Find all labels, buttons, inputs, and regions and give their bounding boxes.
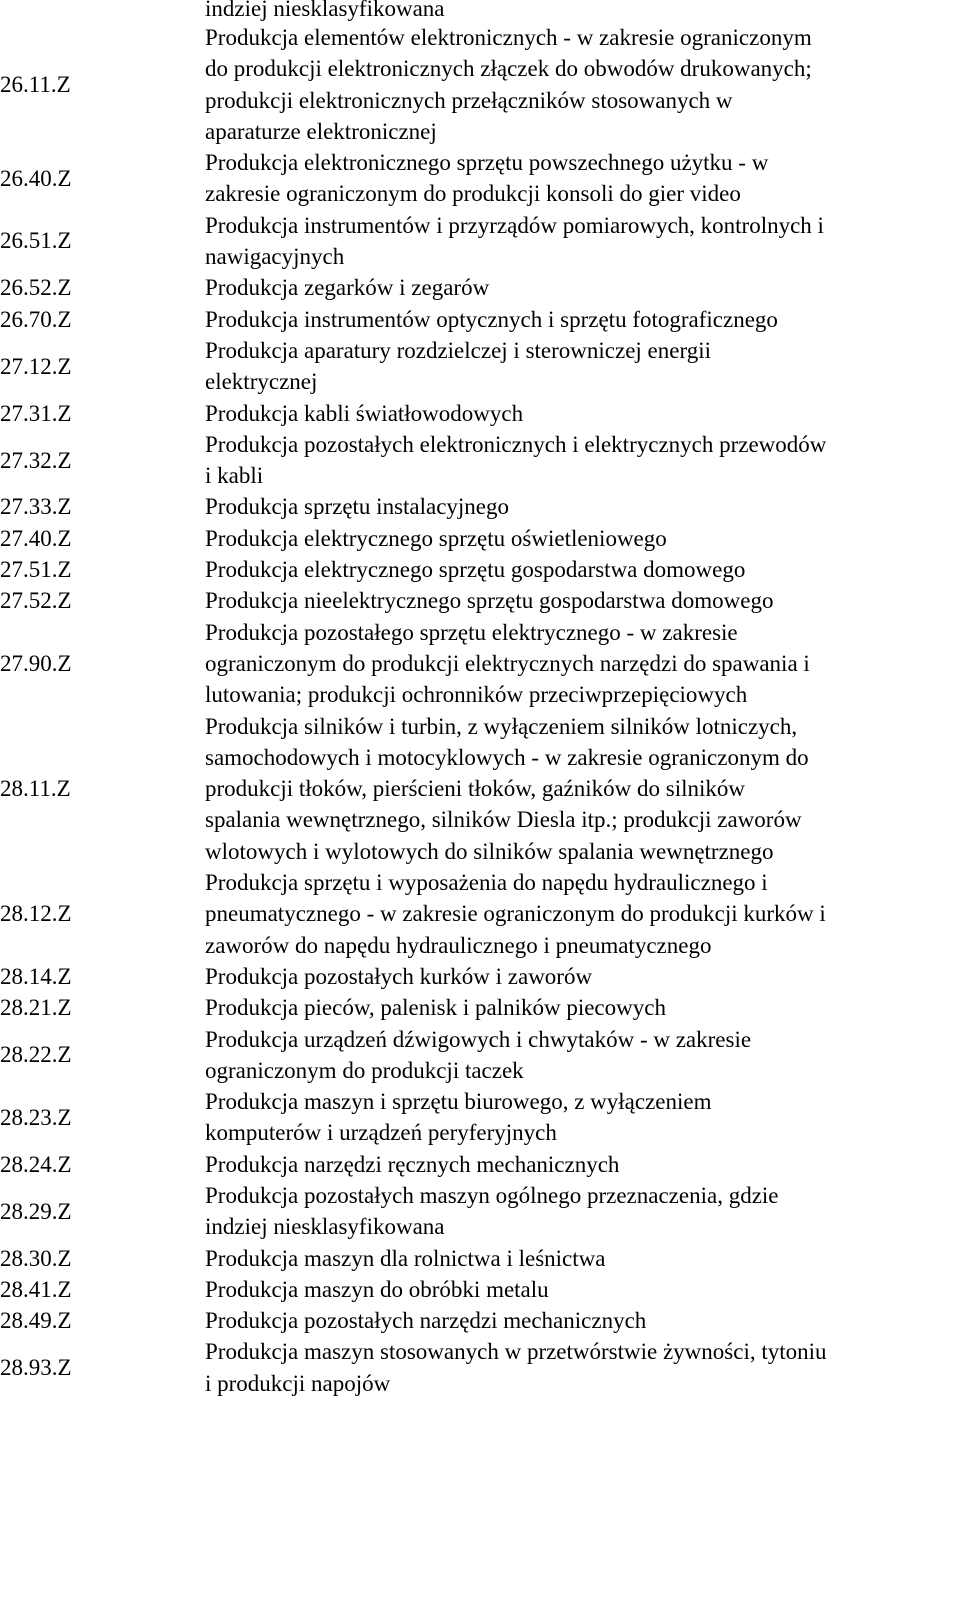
- code-row: [0, 22, 960, 147]
- activity-description: [205, 429, 960, 492]
- description-line: Produkcja elementów elektronicznych - w zakresie ograniczonym: [205, 25, 812, 50]
- pkd-code: 27.32.Z: [0, 447, 72, 473]
- pkd-code: 28.11.Z: [0, 776, 71, 802]
- code-row: [0, 1336, 960, 1399]
- description-line: Produkcja urządzeń dźwigowych i chwytaków - w zakresie: [205, 1026, 752, 1052]
- code-row: [0, 210, 960, 273]
- description-line: aparaturze elektronicznej: [205, 118, 437, 144]
- description-line: Produkcja instrumentów i przyrządów pomiarowych, kontrolnych i: [205, 212, 824, 238]
- code-row: [0, 429, 960, 492]
- description-line: elektrycznej: [205, 369, 318, 395]
- description-line: Produkcja narzędzi ręcznych mechanicznych: [205, 1151, 620, 1177]
- code-row: [0, 554, 960, 585]
- activity-description: [205, 554, 960, 585]
- code-row: [0, 867, 960, 961]
- description-line: zaworów do napędu hydraulicznego i pneumatycznego: [205, 932, 712, 958]
- pkd-code: 27.51.Z: [0, 557, 72, 583]
- code-rows: [0, 22, 960, 1399]
- code-row: [0, 1274, 960, 1305]
- activity-description: [205, 1274, 960, 1305]
- pkd-code: 26.52.Z: [0, 275, 72, 301]
- pkd-code: 26.40.Z: [0, 165, 72, 191]
- code-row: [0, 961, 960, 992]
- pkd-code: 28.93.Z: [0, 1355, 72, 1381]
- activity-description: [205, 491, 960, 522]
- pkd-code: 28.23.Z: [0, 1104, 72, 1130]
- pkd-code: 28.24.Z: [0, 1151, 72, 1177]
- description-line: i produkcji napojów: [205, 1370, 391, 1396]
- description-line: Produkcja elektronicznego sprzętu powszechnego użytku - w: [205, 150, 769, 176]
- pkd-code: 27.33.Z: [0, 494, 72, 520]
- description-line: zakresie ograniczonym do produkcji konsoli do gier video: [205, 181, 741, 207]
- description-line: Produkcja instrumentów optycznych i sprzętu fotograficznego: [205, 306, 778, 332]
- code-row: [0, 992, 960, 1023]
- activity-description: [205, 304, 960, 335]
- description-line: Produkcja aparatury rozdzielczej i sterowniczej energii: [205, 337, 711, 363]
- activity-description: [205, 1305, 960, 1336]
- activity-description: [205, 523, 960, 554]
- code-row: [0, 1180, 960, 1243]
- activity-description: [205, 961, 960, 992]
- description-line: Produkcja pozostałych elektronicznych i elektrycznych przewodów: [205, 431, 827, 457]
- code-row: [0, 304, 960, 335]
- code-row: [0, 491, 960, 522]
- pkd-code: 28.12.Z: [0, 901, 72, 927]
- pkd-code: 27.31.Z: [0, 400, 72, 426]
- activity-description: [205, 1243, 960, 1274]
- description-line: lutowania; produkcji ochronników przeciwprzepięciowych: [205, 682, 748, 708]
- activity-description: [205, 992, 960, 1023]
- activity-description: [205, 1024, 960, 1087]
- code-row: [0, 1149, 960, 1180]
- description-line: i kabli: [205, 463, 264, 489]
- description-line: Produkcja sprzętu i wyposażenia do napędu hydraulicznego i: [205, 870, 768, 896]
- description-line: Produkcja maszyn do obróbki metalu: [205, 1276, 549, 1302]
- code-row: [0, 272, 960, 303]
- code-row: [0, 1243, 960, 1274]
- description-line: Produkcja maszyn dla rolnictwa i leśnictwa: [205, 1245, 606, 1271]
- description-line: nawigacyjnych: [205, 244, 345, 270]
- description-line: Produkcja pozostałych maszyn ogólnego przeznaczenia, gdzie: [205, 1182, 779, 1208]
- description-line: Produkcja silników i turbin, z wyłączeniem silników lotniczych,: [205, 713, 798, 739]
- description-line: pneumatycznego - w zakresie ograniczonym do produkcji kurków i: [205, 901, 826, 927]
- pkd-code: 28.22.Z: [0, 1042, 72, 1068]
- pkd-code: 28.29.Z: [0, 1198, 72, 1224]
- description-line: produkcji elektronicznych przełączników stosowanych w: [205, 87, 733, 113]
- description-line: do produkcji elektronicznych złączek do obwodów drukowanych;: [205, 56, 812, 82]
- description-line: Produkcja nieelektrycznego sprzętu gospodarstwa domowego: [205, 588, 774, 614]
- activity-description: [205, 1180, 960, 1243]
- description-line: komputerów i urządzeń peryferyjnych: [205, 1120, 557, 1146]
- pkd-code: 28.21.Z: [0, 995, 72, 1021]
- pkd-code: 26.70.Z: [0, 306, 72, 332]
- description-line: indziej niesklasyfikowana: [205, 1214, 445, 1240]
- activity-description: [205, 617, 960, 711]
- pkd-code: 28.49.Z: [0, 1308, 72, 1334]
- continued-description: indziej niesklasyfikowana: [205, 0, 445, 21]
- code-row: [0, 523, 960, 554]
- description-line: Produkcja pozostałych kurków i zaworów: [205, 963, 593, 989]
- code-row: [0, 585, 960, 616]
- description-line: Produkcja kabli światłowodowych: [205, 400, 524, 426]
- description-line: wlotowych i wylotowych do silników spalania wewnętrznego: [205, 838, 774, 864]
- description-line: ograniczonym do produkcji taczek: [205, 1057, 524, 1083]
- pkd-code: 26.11.Z: [0, 71, 71, 97]
- description-line: samochodowych i motocyklowych - w zakresie ograniczonym do: [205, 744, 809, 770]
- description-line: Produkcja elektrycznego sprzętu gospodarstwa domowego: [205, 557, 746, 583]
- description-line: Produkcja pozostałych narzędzi mechanicznych: [205, 1308, 647, 1334]
- description-line: Produkcja pozostałego sprzętu elektrycznego - w zakresie: [205, 619, 738, 645]
- description-line: ograniczonym do produkcji elektrycznych narzędzi do spawania i: [205, 650, 810, 676]
- activity-description: [205, 22, 960, 147]
- description-line: Produkcja sprzętu instalacyjnego: [205, 494, 510, 520]
- code-row: [0, 711, 960, 867]
- code-row: [0, 1086, 960, 1149]
- activity-description: [205, 867, 960, 961]
- pkd-code: 26.51.Z: [0, 228, 72, 254]
- pkd-code: 28.30.Z: [0, 1245, 72, 1271]
- activity-description: [205, 711, 960, 867]
- pkd-code: 27.52.Z: [0, 588, 72, 614]
- activity-description: [205, 335, 960, 398]
- code-row: [0, 1024, 960, 1087]
- description-line: Produkcja maszyn i sprzętu biurowego, z wyłączeniem: [205, 1089, 712, 1115]
- code-row: [0, 147, 960, 210]
- activity-description: [205, 585, 960, 616]
- pkd-code: 27.12.Z: [0, 353, 72, 379]
- activity-description: [205, 1336, 960, 1399]
- pkd-code: 27.90.Z: [0, 650, 72, 676]
- activity-description: [205, 1149, 960, 1180]
- pkd-code: 28.41.Z: [0, 1276, 72, 1302]
- code-row: [0, 335, 960, 398]
- code-row: [0, 398, 960, 429]
- activity-description: [205, 147, 960, 210]
- activity-description: [205, 272, 960, 303]
- description-line: spalania wewnętrznego, silników Diesla itp.; produkcji zaworów: [205, 807, 802, 833]
- description-line: Produkcja maszyn stosowanych w przetwórstwie żywności, tytoniu: [205, 1339, 827, 1365]
- description-line: Produkcja zegarków i zegarów: [205, 275, 490, 301]
- code-row: [0, 617, 960, 711]
- description-line: Produkcja pieców, palenisk i palników piecowych: [205, 995, 666, 1021]
- code-row: [0, 1305, 960, 1336]
- pkd-code: 28.14.Z: [0, 963, 72, 989]
- description-line: Produkcja elektrycznego sprzętu oświetleniowego: [205, 525, 667, 551]
- pkd-code: 27.40.Z: [0, 525, 72, 551]
- description-line: produkcji tłoków, pierścieni tłoków, gaźników do silników: [205, 776, 745, 802]
- activity-description: [205, 1086, 960, 1149]
- activity-description: [205, 398, 960, 429]
- activity-description: [205, 210, 960, 273]
